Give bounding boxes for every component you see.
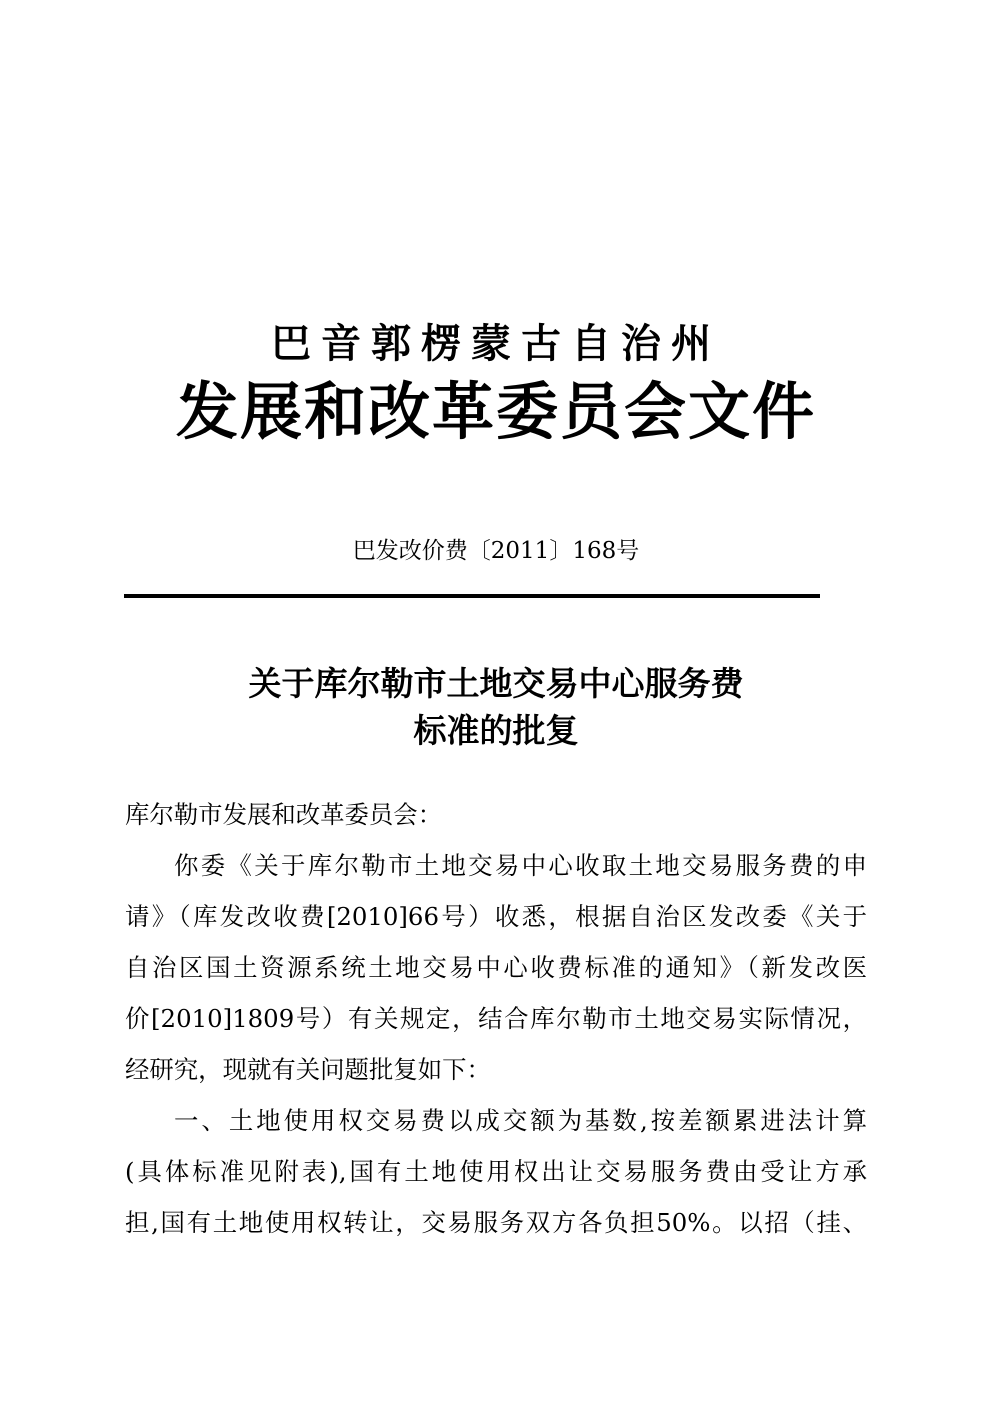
paragraph-2-line: 一、土地使用权交易费以成交额为基数,按差额累进法计算 <box>174 1106 867 1135</box>
document-title <box>0 660 992 754</box>
document-body <box>125 789 867 1248</box>
title-line-2: 标准的批复 <box>413 711 579 750</box>
title-line-1: 关于库尔勒市土地交易中心服务费 <box>248 664 744 703</box>
paragraph-1-line: 自治区国土资源系统土地交易中心收费标准的通知》（新发改医 <box>125 953 867 982</box>
paragraph-2-line: 担,国有土地使用权转让，交易服务双方各负担50%。以招（挂、 <box>125 1208 867 1237</box>
issuer-line-2: 发展和改革委员会文件 <box>175 375 816 448</box>
header-divider <box>124 594 820 598</box>
paragraph-1-line: 价[2010]1809号）有关规定，结合库尔勒市土地交易实际情况， <box>125 1004 867 1033</box>
paragraph-2-line: (具体标准见附表),国有土地使用权出让交易服务费由受让方承 <box>125 1157 867 1186</box>
paragraph-1-line: 你委《关于库尔勒市土地交易中心收取土地交易服务费的申 <box>174 851 867 880</box>
document-number: 巴发改价费〔2011〕168号 <box>352 538 640 564</box>
issuer-line-1: 巴音郭楞蒙古自治州 <box>271 320 721 367</box>
paragraph-1-line: 请》（库发改收费[2010]66号）收悉，根据自治区发改委《关于 <box>125 902 867 931</box>
paragraph-1-line: 经研究，现就有关问题批复如下： <box>125 1055 491 1084</box>
salutation: 库尔勒市发展和改革委员会： <box>125 800 443 829</box>
